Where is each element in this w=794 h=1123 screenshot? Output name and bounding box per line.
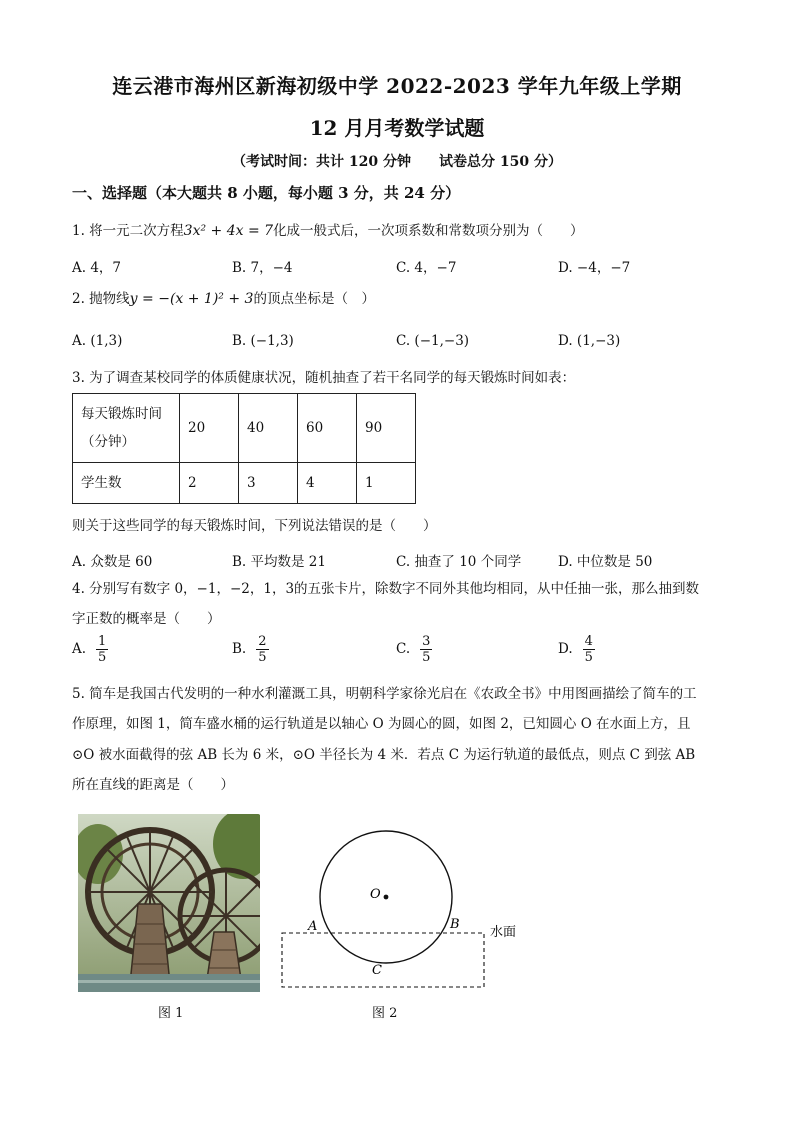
- center-point: [384, 895, 389, 900]
- fraction-numerator: 1: [98, 634, 107, 649]
- fraction-numerator: 4: [584, 634, 593, 649]
- table-cell: 4: [298, 463, 357, 504]
- q1-option-a: A. 4，7: [72, 260, 122, 276]
- q4-option-b: [232, 634, 269, 665]
- table-cell: 2: [180, 463, 239, 504]
- question-3-stem: 3. 为了调查某校同学的体质健康状况，随机抽查了若干名同学的每天锻炼时间如表：: [72, 370, 576, 386]
- q4-option-a-label: A.: [72, 641, 87, 657]
- label-a: A: [308, 919, 318, 934]
- fraction-denominator: 5: [584, 650, 593, 665]
- table-cell: 1: [357, 463, 416, 504]
- q4-option-d-label: D.: [558, 641, 573, 657]
- section-heading: 一、选择题（本大题共 8 小题，每小题 3 分，共 24 分）: [72, 184, 461, 202]
- q1-suffix: 化成一般式后，一次项系数和常数项分别为（ ）: [273, 223, 584, 239]
- table-cell: 20: [180, 394, 239, 463]
- table-header-line2: （分钟）: [81, 434, 135, 450]
- question-3-question: 则关于这些同学的每天锻炼时间，下列说法错误的是（ ）: [72, 518, 437, 534]
- table-row: [73, 394, 416, 463]
- q4-option-c: [396, 634, 432, 665]
- fraction-denominator: 5: [98, 650, 107, 665]
- question-5-line3: ⊙O 被水面截得的弦 AB 长为 6 米，⊙O 半径长为 4 米．若点 C 为运行轨道的最低点，则点 C 到弦 AB: [72, 747, 696, 763]
- table-row: [73, 463, 416, 504]
- waterwheel-photo: [78, 814, 260, 992]
- question-5-line1: 5. 简车是我国古代发明的一种水利灌溉工具，明朝科学家徐光启在《农政全书》中用图画描绘了简车的工: [72, 686, 697, 702]
- q2-suffix: 的顶点坐标是（ ）: [253, 291, 375, 307]
- table-header-cell: 学生数: [73, 463, 180, 504]
- q4-option-c-label: C.: [396, 641, 411, 657]
- fraction-denominator: 5: [422, 650, 431, 665]
- q2-option-d: D. (1,−3): [558, 333, 621, 349]
- q3-option-b: B. 平均数是 21: [232, 554, 326, 570]
- table-cell: 90: [357, 394, 416, 463]
- q3-option-a: A. 众数是 60: [72, 554, 153, 570]
- q1-prefix: 1. 将一元二次方程: [72, 223, 184, 239]
- label-c: C: [372, 963, 382, 978]
- q1-option-b: B. 7，−4: [232, 260, 293, 276]
- exam-title-line2: 12 月月考数学试题: [309, 116, 485, 140]
- water-surface-label: 水面: [490, 925, 517, 940]
- question-2-stem: [72, 284, 375, 314]
- q4-option-b-label: B.: [232, 641, 247, 657]
- q2-prefix: 2. 抛物线: [72, 291, 130, 307]
- q1-equation: 3x² + 4x = 7: [183, 223, 274, 239]
- fraction-numerator: 2: [258, 634, 267, 649]
- q1-option-d: D. −4，−7: [558, 260, 631, 276]
- exam-title-line1: 连云港市海州区新海初级中学 2022-2023 学年九年级上学期: [112, 74, 682, 98]
- question-4-stem-line1: 4. 分别写有数字 0，−1，−2，1，3的五张卡片，除数字不同外其他均相同，从中任抽一张，那么抽到数: [72, 581, 700, 597]
- waterwheel-photo-illustration: [78, 814, 260, 992]
- q2-equation: y = −(x + 1)² + 3: [129, 291, 254, 307]
- q2-option-b: B. (−1,3): [232, 333, 294, 349]
- exercise-time-table: [72, 393, 416, 504]
- q4-option-a: [72, 634, 108, 665]
- question-4-stem-line2: 字正数的概率是（ ）: [72, 611, 221, 627]
- fraction-numerator: 3: [422, 634, 431, 649]
- question-5-line2: 作原理，如图 1，简车盛水桶的运行轨道是以轴心 O 为圆心的圆，如图 2，已知圆心 O 在水面上方，且: [72, 716, 691, 732]
- exam-subtitle: （考试时间：共计 120 分钟 试卷总分 150 分）: [232, 154, 562, 170]
- q4-option-d: [558, 634, 595, 665]
- table-cell: 40: [239, 394, 298, 463]
- water-rectangle: [282, 933, 484, 987]
- question-5-line4: 所在直线的距离是（ ）: [72, 777, 234, 793]
- q3-option-d: D. 中位数是 50: [558, 554, 653, 570]
- table-header-cell: [73, 394, 180, 463]
- table-header-line1: 每天锻炼时间: [81, 406, 162, 422]
- q2-option-a: A. (1,3): [72, 333, 123, 349]
- q2-option-c: C. (−1,−3): [396, 333, 470, 349]
- q3-option-c: C. 抽查了 10 个同学: [396, 554, 522, 570]
- fraction: [583, 634, 595, 665]
- fraction-denominator: 5: [258, 650, 267, 665]
- q1-option-c: C. 4，−7: [396, 260, 457, 276]
- label-o: O: [370, 887, 381, 902]
- circle-chord-diagram: [276, 822, 526, 1002]
- table-cell: 3: [239, 463, 298, 504]
- fraction: [256, 634, 268, 665]
- fraction: [420, 634, 432, 665]
- label-b: B: [450, 917, 460, 932]
- fraction: [96, 634, 108, 665]
- table-cell: 60: [298, 394, 357, 463]
- figure-1-caption: 图 1: [158, 1006, 184, 1021]
- question-1-stem: [72, 216, 584, 246]
- figure-2-caption: 图 2: [372, 1006, 398, 1021]
